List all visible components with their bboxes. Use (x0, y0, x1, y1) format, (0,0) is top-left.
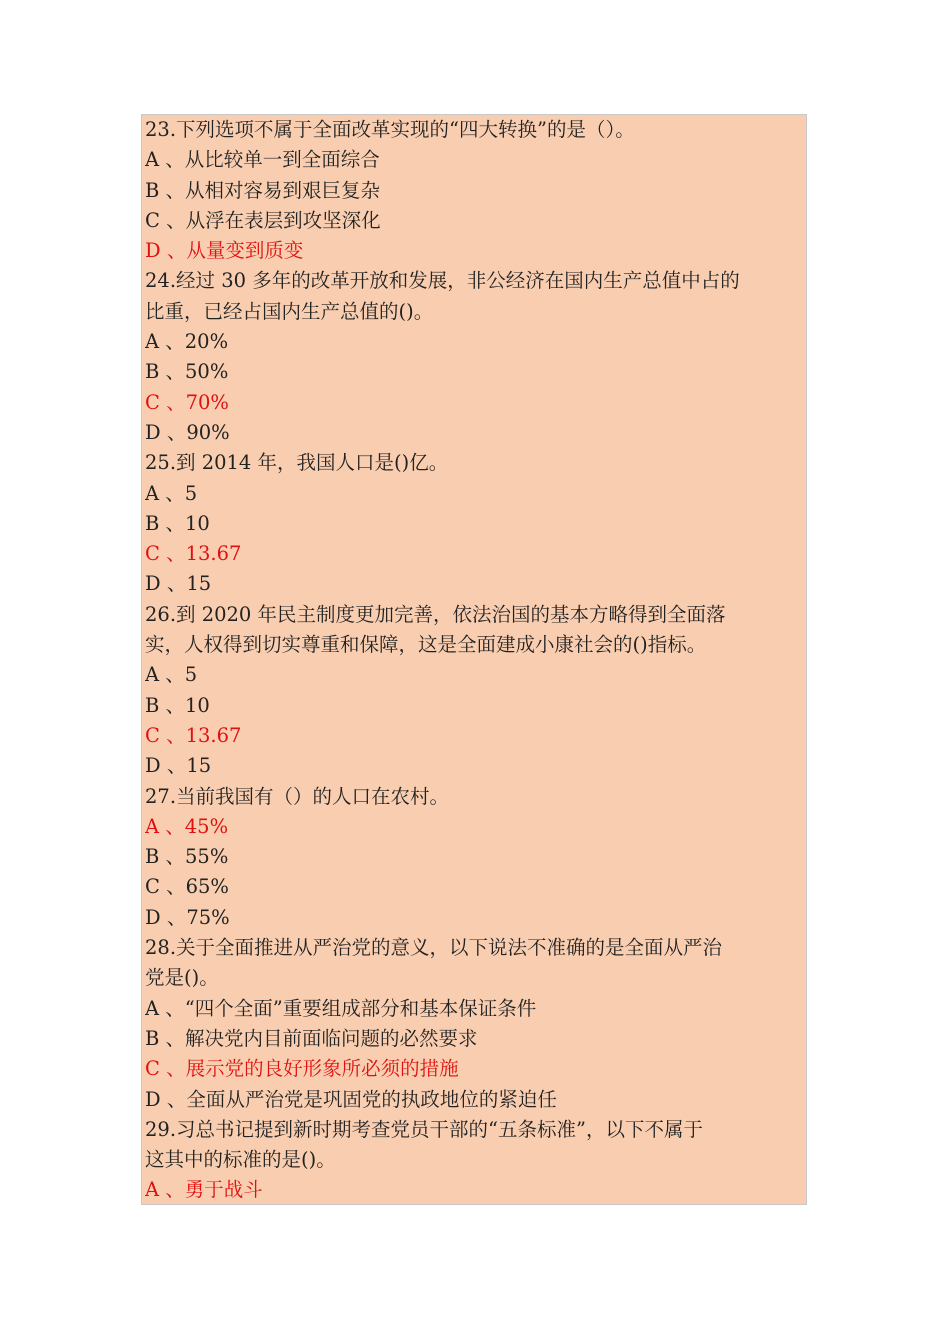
correct-answer-line: D 、从量变到质变 (145, 239, 304, 263)
correct-answer-line: C 、13.67 (145, 723, 242, 747)
text-line: C 、65% (145, 875, 229, 899)
text-line: 24.经过 30 多年的改革开放和发展，非公经济在国内生产总值中占的 (145, 269, 740, 293)
text-line: A 、从比较单一到全面综合 (145, 148, 380, 172)
text-line: A 、“四个全面”重要组成部分和基本保证条件 (145, 996, 537, 1020)
text-line: 23.下列选项不属于全面改革实现的“四大转换”的是（）。 (145, 118, 635, 141)
text-line: C 、从浮在表层到攻坚深化 (145, 208, 381, 232)
text-line: D 、15 (145, 572, 212, 596)
text-line: D 、75% (145, 905, 230, 929)
text-line: 26.到 2020 年民主制度更加完善，依法治国的基本方略得到全面落 (145, 602, 726, 626)
text-line: B 、解决党内目前面临问题的必然要求 (145, 1026, 478, 1050)
correct-answer-line: C 、展示党的良好形象所必须的措施 (145, 1057, 459, 1081)
correct-answer-line: A 、45% (145, 814, 229, 838)
text-line: 29.习总书记提到新时期考查党员干部的“五条标准”，以下不属于 (145, 1117, 703, 1141)
text-line: 比重，已经占国内生产总值的()。 (145, 299, 434, 323)
text-line: D 、全面从严治党是巩固党的执政地位的紧迫任 (145, 1087, 557, 1111)
text-line: B 、50% (145, 360, 229, 384)
text-line: B 、10 (145, 511, 210, 535)
text-line: 党是()。 (145, 966, 219, 990)
text-line: A 、5 (145, 481, 198, 505)
correct-answer-line: A 、勇于战斗 (145, 1178, 263, 1202)
correct-answer-line: C 、13.67 (145, 542, 242, 566)
text-line: B 、10 (145, 693, 210, 717)
text-line: 27.当前我国有（）的人口在农村。 (145, 784, 450, 808)
text-line: 25.到 2014 年，我国人口是()亿。 (145, 451, 449, 475)
correct-answer-line: C 、70% (145, 390, 229, 414)
text-line: D 、90% (145, 420, 230, 444)
text-line: A 、5 (145, 663, 198, 687)
question-sheet (141, 114, 807, 1205)
text-line: 这其中的标准的是()。 (145, 1148, 336, 1172)
text-line: B 、55% (145, 845, 229, 869)
text-line: D 、15 (145, 754, 212, 778)
text-line: 28.关于全面推进从严治党的意义，以下说法不准确的是全面从严治 (145, 936, 723, 960)
text-line: 实，人权得到切实尊重和保障，这是全面建成小康社会的()指标。 (145, 633, 707, 657)
text-line: B 、从相对容易到艰巨复杂 (145, 178, 381, 202)
text-line: A 、20% (145, 330, 229, 354)
